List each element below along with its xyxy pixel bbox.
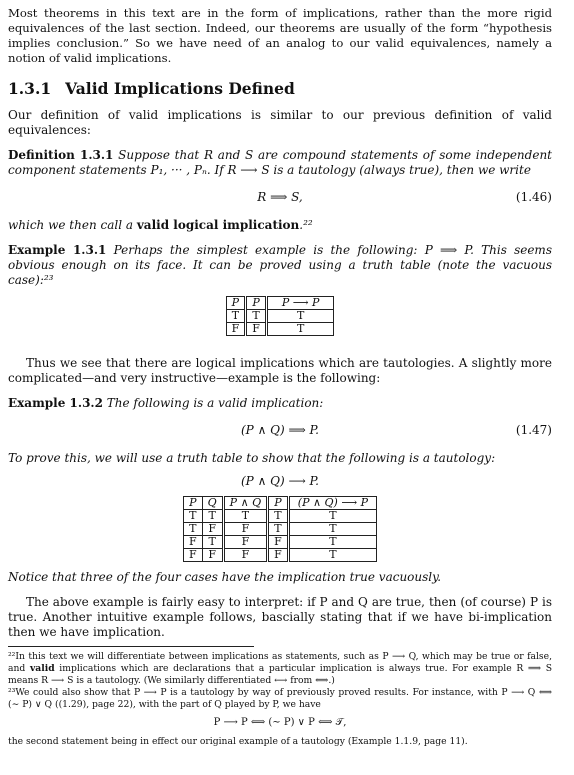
thus-paragraph: Thus we see that there are logical implications which are tautologies. A slightly more complicated—and very instructive—example is the following: [8, 356, 552, 385]
table-cell: F [202, 523, 223, 536]
table-row [184, 523, 377, 536]
table-cell: T [202, 510, 223, 523]
section-intro: Our definition of valid implications is similar to our previous definition of valid equivalences: [8, 108, 552, 137]
equation-number: (1.47) [515, 423, 552, 437]
equation-1-46 [8, 186, 552, 210]
table-cell: T [184, 523, 203, 536]
table-row [184, 549, 377, 562]
section-heading [8, 80, 552, 98]
table-cell: T [288, 510, 376, 523]
prove-text: To prove this, we will use a truth table to show that the following is a tautology: [8, 451, 496, 465]
table-cell: F [268, 536, 289, 549]
table-cell: T [268, 523, 289, 536]
section-title: Valid Implications Defined [65, 79, 295, 98]
definition-label: Definition 1.3.1 [8, 148, 114, 162]
equation-text: R ⟹ S, [257, 190, 303, 204]
definition-after-post: .²² [299, 218, 313, 232]
table-cell: F [184, 536, 203, 549]
table-cell: F [202, 549, 223, 562]
table-cell: T [288, 536, 376, 549]
table-row [226, 323, 334, 336]
document-page [8, 6, 552, 748]
footnote-23-after: the second statement being in effect our original example of a tautology (Example 1.1.9, page 11). [8, 736, 468, 747]
table-cell: T [268, 510, 289, 523]
table-header: P ∧ Q [223, 497, 267, 510]
footnote-22 [8, 651, 552, 687]
table-cell: F [226, 323, 246, 336]
intro-paragraph: Most theorems in this text are in the form of implications, rather than the more rigid equivalences of the last section. Indeed, our theorems are usually of the form “hypothesis implies conclusion.” So we have need of an analog to our valid equivalences, namely a notion of valid implications. [8, 6, 552, 65]
table-header: P [246, 297, 267, 310]
definition-text: Suppose that R and S are compound statements of some independent component statements P₁, ··· , Pₙ. If R ⟶ S is a tautology (always true), then we write [8, 148, 552, 177]
table-row [184, 536, 377, 549]
footnote-23-equation: P ⟶ P ⟺ (∼ P) ∨ P ⟺ 𝒯, [213, 717, 347, 728]
equation-1-47 [8, 419, 552, 443]
example-1-text: Perhaps the simplest example is the following: P ⟹ P. This seems obvious enough on its face. It can be proved using a truth table (note the vacuous case):²³ [8, 243, 552, 287]
truth-table-1 [226, 296, 335, 336]
table-header: P ⟶ P [266, 297, 334, 310]
table-cell: T [202, 536, 223, 549]
equation-text: (P ∧ Q) ⟹ P. [241, 423, 319, 437]
definition-term: valid logical implication [136, 218, 300, 232]
table-cell: T [223, 510, 267, 523]
definition-block [8, 148, 552, 233]
table-cell: F [268, 549, 289, 562]
table-header: (P ∧ Q) ⟶ P [288, 497, 376, 510]
notice-text: Notice that three of the four cases have the implication true vacuously. [8, 570, 442, 584]
equation-tautology [8, 470, 552, 490]
example-1-block [8, 243, 552, 336]
example-2-block [8, 396, 552, 585]
table-cell: F [246, 323, 267, 336]
table-cell: T [226, 310, 246, 323]
table-cell: F [223, 549, 267, 562]
footnote-22-part-b: implications which are declarations that a particular implication is always true. For example R ⟹ S means R ⟶ S is a tautology. (We similarly differentiated ⟷ from ⟺.) [8, 663, 552, 686]
footnote-22-term: valid [29, 663, 55, 674]
table-header: P [184, 497, 203, 510]
truth-table-2 [183, 496, 377, 562]
table-header: P [226, 297, 246, 310]
table-cell: T [246, 310, 267, 323]
definition-after-pre: which we then call a [8, 218, 137, 232]
table-cell: T [288, 523, 376, 536]
above-paragraph: The above example is fairly easy to interpret: if P and Q are true, then (of course) P is true. Another intuitive example follows, bascially stating that if we have bi-implication then we have implication. [8, 595, 552, 639]
equation-number: (1.46) [515, 190, 552, 204]
table-cell: T [184, 510, 203, 523]
footnote-rule [8, 646, 254, 647]
example-2-text: The following is a valid implication: [106, 396, 324, 410]
example-1-label: Example 1.3.1 [8, 243, 107, 257]
table-header: P [268, 497, 289, 510]
table-cell: T [266, 310, 334, 323]
table-cell: F [223, 536, 267, 549]
table-header: Q [202, 497, 223, 510]
footnote-23: ²³We could also show that P ⟶ P is a tautology by way of previously proved results. For instance, with P ⟶ Q ⟺ (∼ P) ∨ Q ((1.29), page 22), with the part of Q played by P, we have [8, 687, 552, 710]
section-number: 1.3.1 [8, 79, 52, 98]
example-2-label: Example 1.3.2 [8, 396, 103, 410]
table-cell: F [223, 523, 267, 536]
table-cell: T [288, 549, 376, 562]
footnote-22-part-a: ²²In this text we will differentiate between implications as statements, such as P ⟶ Q, which may be true or false, and [8, 651, 552, 674]
table-cell: T [266, 323, 334, 336]
equation-text: (P ∧ Q) ⟶ P. [241, 474, 319, 488]
table-cell: F [184, 549, 203, 562]
table-row [184, 510, 377, 523]
table-row [226, 310, 334, 323]
